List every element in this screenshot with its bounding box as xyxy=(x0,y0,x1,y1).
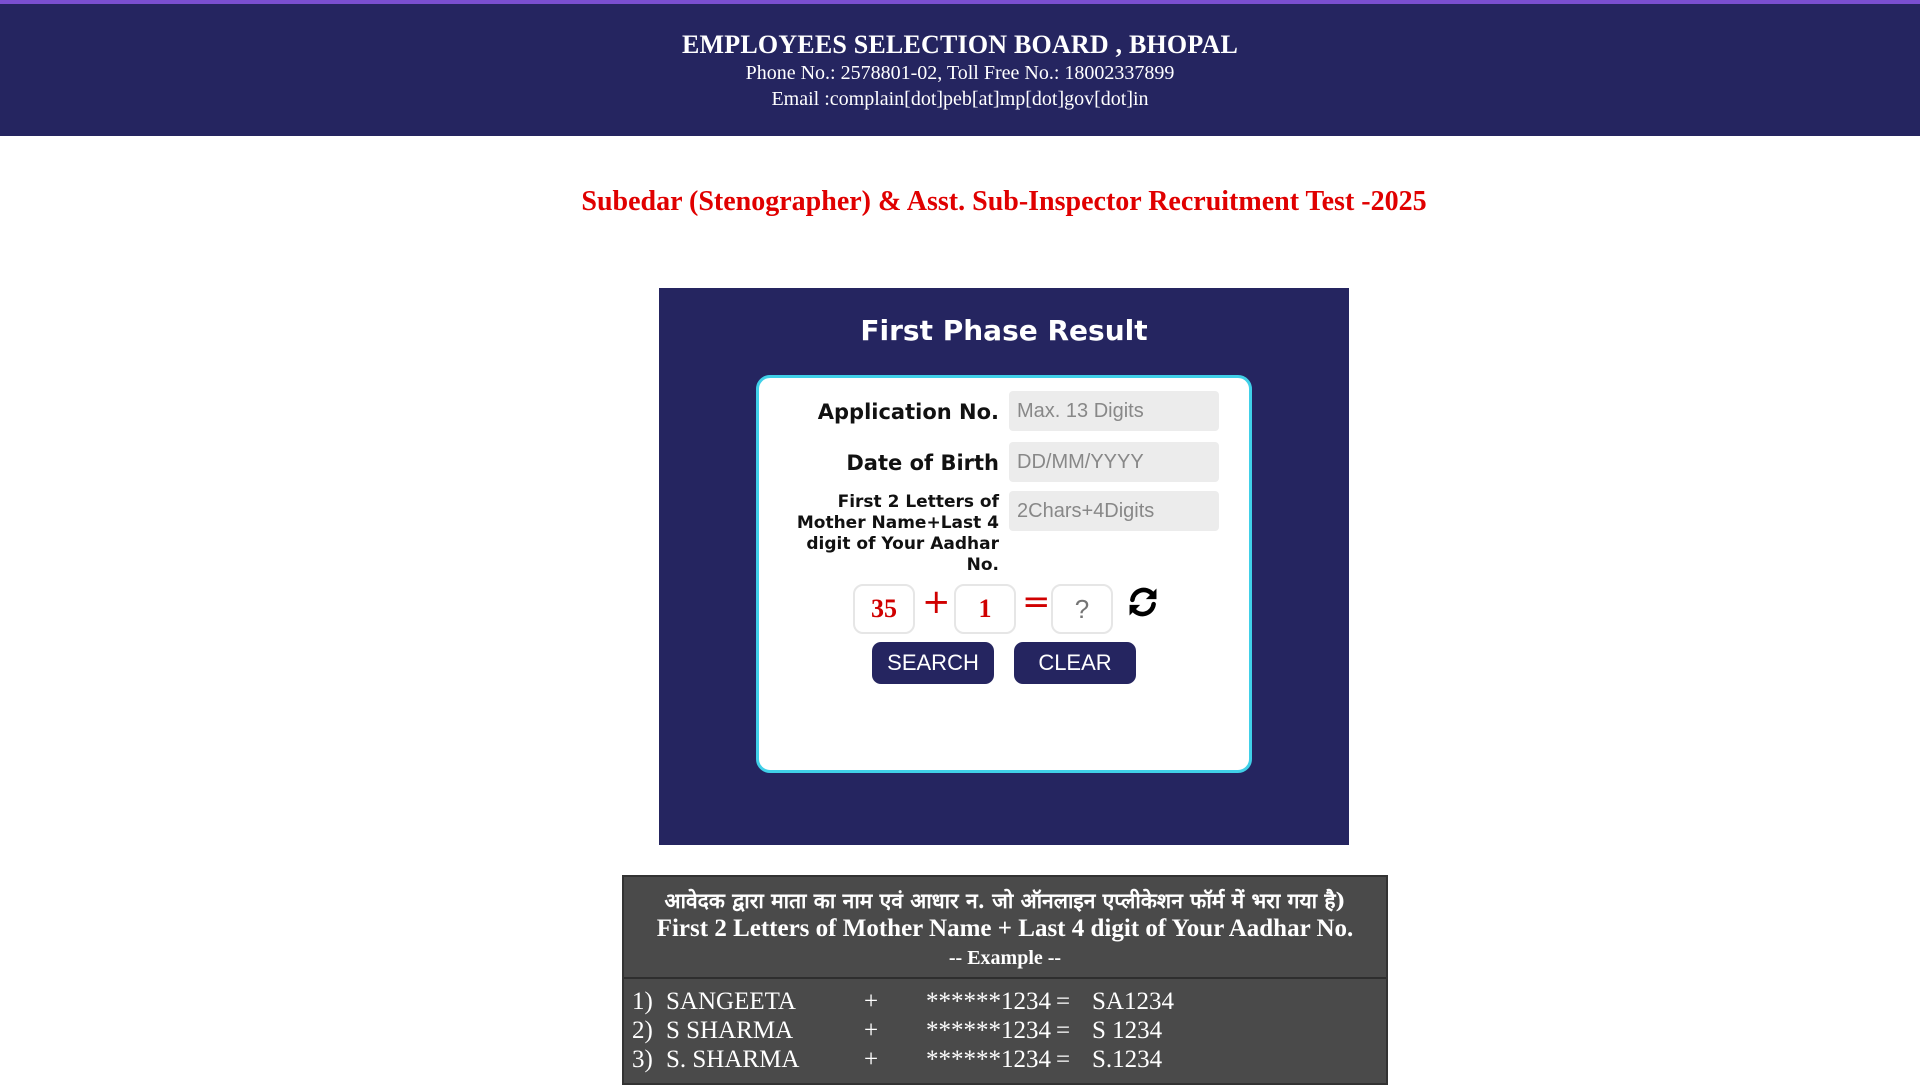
captcha-equals-sign: = xyxy=(1022,582,1051,622)
example-plus: + xyxy=(864,1017,879,1044)
divider xyxy=(624,977,1386,979)
instruction-hindi: आवेदक द्वारा माता का नाम एवं आधार न. जो ऑनलाइन एप्लीकेशन फॉर्म में भरा गया है) xyxy=(664,888,1346,913)
example-equals: = xyxy=(1056,1017,1071,1044)
mother-aadhar-label-line: No. xyxy=(966,555,999,575)
captcha-answer-input[interactable] xyxy=(1051,584,1113,634)
example-number: 2) xyxy=(632,1017,653,1044)
mother-aadhar-input[interactable] xyxy=(1009,491,1219,531)
example-plus: + xyxy=(864,1046,879,1073)
dob-input[interactable] xyxy=(1009,442,1219,482)
exam-title: Subedar (Stenographer) & Asst. Sub-Inspector Recruitment Test -2025 xyxy=(581,186,1427,217)
example-aadhar-mask: ******1234 xyxy=(926,988,1051,1015)
refresh-icon[interactable] xyxy=(1126,585,1160,619)
aadhar-instructions-box xyxy=(622,875,1388,1085)
captcha-operand-a: 35 xyxy=(853,584,915,634)
example-equals: = xyxy=(1056,1046,1071,1073)
example-number: 1) xyxy=(632,988,653,1015)
example-row xyxy=(632,988,1382,1016)
example-aadhar-mask: ******1234 xyxy=(926,1046,1051,1073)
instruction-english: First 2 Letters of Mother Name + Last 4 digit of Your Aadhar No. xyxy=(656,915,1354,942)
example-equals: = xyxy=(1056,988,1071,1015)
example-aadhar-mask: ******1234 xyxy=(926,1017,1051,1044)
mother-aadhar-label-line: First 2 Letters of xyxy=(837,492,999,512)
example-heading: -- Example -- xyxy=(948,947,1062,969)
panel-title: First Phase Result xyxy=(860,314,1148,347)
example-name: S. SHARMA xyxy=(666,1046,800,1073)
result-form xyxy=(756,375,1252,773)
dob-label: Date of Birth xyxy=(846,451,999,475)
example-name: SANGEETA xyxy=(666,988,796,1015)
captcha-plus-sign: + xyxy=(922,582,951,622)
example-name: S SHARMA xyxy=(666,1017,794,1044)
captcha-operand-b: 1 xyxy=(954,584,1016,634)
example-row xyxy=(632,1046,1382,1074)
example-result: S.1234 xyxy=(1092,1046,1163,1073)
site-header xyxy=(0,4,1920,136)
example-result: S 1234 xyxy=(1092,1017,1163,1044)
application-no-input[interactable] xyxy=(1009,391,1219,431)
example-row xyxy=(632,1017,1382,1045)
example-number: 3) xyxy=(632,1046,653,1073)
mother-aadhar-label xyxy=(779,492,999,576)
contact-email: Email :complain[dot]peb[at]mp[dot]gov[dot]in xyxy=(771,88,1149,110)
mother-aadhar-label-line: Mother Name+Last 4 xyxy=(796,513,999,533)
application-no-label: Application No. xyxy=(817,400,999,424)
result-panel xyxy=(659,288,1349,845)
org-name: EMPLOYEES SELECTION BOARD , BHOPAL xyxy=(681,30,1239,59)
mother-aadhar-label-line: digit of Your Aadhar xyxy=(806,534,999,554)
clear-button[interactable]: CLEAR xyxy=(1014,642,1136,684)
example-plus: + xyxy=(864,988,879,1015)
example-result: SA1234 xyxy=(1092,988,1174,1015)
contact-phone: Phone No.: 2578801-02, Toll Free No.: 18002337899 xyxy=(745,62,1175,84)
search-button[interactable]: SEARCH xyxy=(872,642,994,684)
